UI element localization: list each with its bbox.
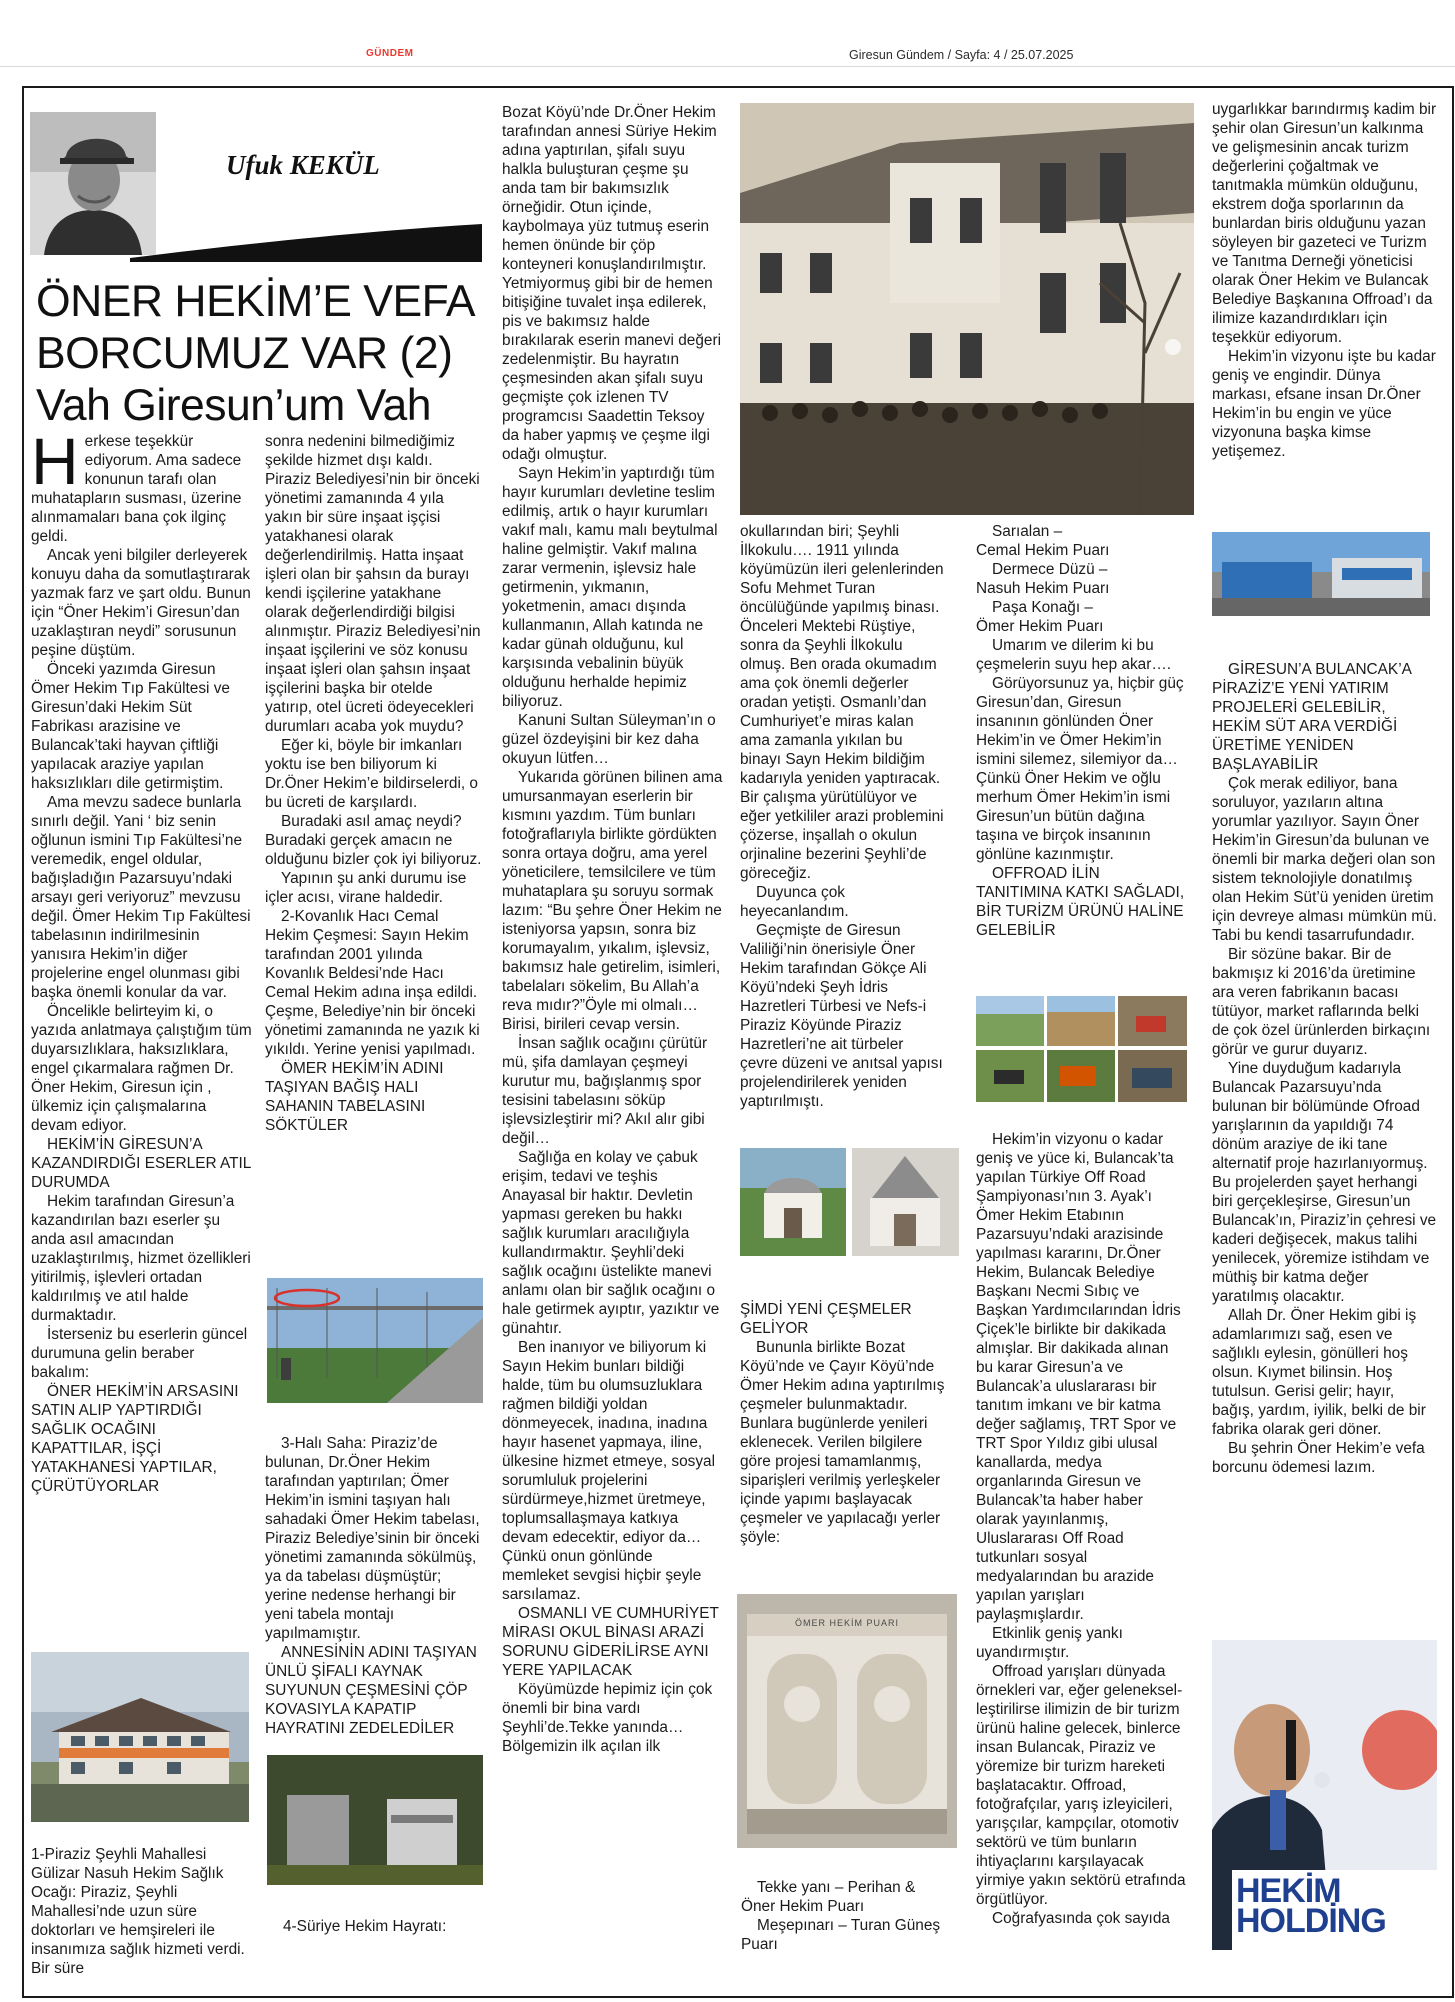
paragraph: Bu şehrin Öner Hekim’e vefa borcunu ödemesi lazım. [1212,1440,1425,1476]
newspaper-logo: GÜNDEM [366,48,414,59]
page-info: Giresun Gündem / Sayfa: 4 / 25.07.2025 [849,48,1074,62]
drop-cap: H [31,424,79,498]
headline-line-3: Vah Giresun’um Vah [36,381,431,430]
paragraph: Etkinlik geniş yankı uyandırmıştır. [976,1625,1123,1661]
paragraph: okullarından biri; Şeyhli İlkokulu…. 1911 yılında köyümüzün ileri gelenlerinden Sofu Mehmet Turan öncülüğünde yapılmış binası. Önceleri Mektebi Rüştiye, sonra da Şeyhli İlkokulu olmuş. Ben orada okumadım ama çok önemli değerler oradan yetişti. Osmanlı’dan Cumhuriyet’e miras kalan ama zamanla yıkılan bu binayı Sayn Hekim bildiğim kadarıyla yeniden yaptıracak. Bir çalışma yürütülüyor ve eğer yetkililer arazi problemini çözerse, inşallah o okulun orjinaline bezerini Şeyhli’de göreceğiz. [740,523,944,882]
paragraph: İnsan sağlık ocağını çürütür mü, şifa damlayan çeşmeyi kurutur mu, bağışlanmış spor tesisini tabelasını söküp işlevsizleştirir mi? Akıl alır gibi değil… [502,1035,708,1147]
fountain-list-item: Ömer Hekim Puarı [976,618,1104,635]
fountain-photo [737,1594,957,1848]
paragraph: Duyunca çok heyecanlandım. [740,884,849,920]
paragraph: Ancak yeni bilgiler derleyerek konuyu daha da somutlaştırarak yazmak farz ve şart oldu. Bunun için “Öner Hekim’i Giresun’dan uzaklaştıran neydi” sorusunun peşine düştüm. [31,547,251,659]
paragraph: sonra nedenini bilmediğimiz şekilde hizmet dışı kaldı. Piraziz Belediyesi’nin bir önceki yönetimi zamanında 4 yıla yakın bir süre inşaat işçisi yatakhanesi olarak değerlendirilmiş. Hatta inşaat işleri olan bir şahsın da burayı kendi işçilerine yatakhane olarak değerlendirdiği bilgisi alınmıştır. Piraziz Belediyesi’nin inşaat işçilerini ve söz konusu inşaat işleri olan şahsın inşaat işçilerini başka bir otelde yatırıp, otel ücreti ödeyecekleri durumları acaba yok muydu? [265,433,481,735]
health-center-photo [31,1652,249,1822]
paragraph: Hekim’in vizyonu o kadar geniş ve yüce ki, Bulancak’ta yapılan Türkiye Off Road Şampiyonası’nın 3. Ayak’ı Ömer Hekim Etabının Pazarsuyu’ndaki arazisinde yapılması kararını, Dr.Öner Hekim, Bulancak Belediye Başkanı Necmi Sıbıç ve Başkan Yardımcılarından İdris Çiçek’le birlikte bir dakikada almışlar. Bir dakikada alınan bu karar Giresun’a ve Bulancak’a uluslararası bir tanıtım imkanı ve bir katma değer sağlamış, TRT Spor ve TRT Spor Yıldız gibi ulusal kanallarda, medya organlarında Giresun ve Bulancak’ta haber haber olarak yayınlanmış, Uluslararası Off Road tutkunları sosyal medyalarından bu arazide yapılan yarışları paylaşmışlardır. [976,1131,1181,1623]
paragraph: Allah Dr. Öner Hekim gibi iş adamlarımızı sağ, esen ve sağlıklı eylesin, gönülleri hoş olsun. Kıymet bilinsin. Hoş tutulsun. Gerisi gelir; hayır, bağış, yardım, iyilik, belki de bir fabrika olarak geri döner. [1212,1307,1426,1438]
paragraph: Yine duyduğum kadarıyla Bulancak Pazarsuyu’nda bulunan bir bölümünde Ofroad yarışlarının da yapıldığı 74 dönüm araziye de iki tane alternatif proje hazırlanıyormuş. Bu projelerden şayet herhangi biri gerçekleşirse, Giresun’un Bulancak’ın, Piraziz’in çehresi ve kaderi değişecek, makus talihi yenilecek, yöremize istihdam ve müthiş bir katma değer yaratılmış olacaktır. [1212,1060,1437,1305]
paragraph: Eğer ki, böyle bir imkanları yoktu ise ben biliyorum ki Dr.Öner Hekim’e bildirselerdi, o bu ücreti de karşılardı. [265,737,478,811]
column-4-captions [741,1878,946,1954]
column-3 [502,103,723,1756]
section-heading: OFFROAD İLİN TANITIMINA KATKI SAĞLADI, BİR TURİZM ÜRÜNÜ HALİNE GELEBİLİR [976,865,1185,939]
paragraph: İsterseniz bu eserlerin güncel durumuna gelin beraber bakalım: [31,1326,248,1381]
hekim-holding-logo: HEKİM HOLDİNG [1236,1872,1386,1940]
paragraph: Bununla birlikte Bozat Köyü’nde ve Çayır Köyü’nde Ömer Hekim adına yaptırılmış çeşmeler bulunmaktadır. Bunlara bugünlerde yenileri eklenecek. Verilen bilgilere göre projesi tamamlanmış, siparişleri verilmiş yerleşkeler içinde yapımı başlayacak çeşmeler ve yapılacağı yerler şöyle: [740,1339,945,1546]
fountain-list-item: Sarıalan – [992,523,1063,540]
paragraph: Coğrafyasında çok sayıda [992,1910,1170,1927]
fountain-inscription: ÖMER HEKİM PUARI [794,1618,899,1628]
paragraph: Hekim’in vizyonu işte bu kadar geniş ve engindir. Dünya markası, efsane insan Dr.Öner Hekim’in bu engin ve yüce vizyonuna başka kimse yetişemez. [1212,348,1436,460]
fountain-list-item: Dermece Düzü – [992,561,1108,578]
section-heading: OSMANLI VE CUMHURİYET MİRASI OKUL BİNASI ARAZİ SORUNU GİDERİLİRSE AYNI YERE YAPILACAK [502,1605,719,1679]
paragraph: Önceki yazımda Giresun Ömer Hekim Tıp Fakültesi ve Giresun’daki Hekim Süt Fabrikası arazisine ve Bulancak’taki hayvan çiftliği yapılacak araziye yapılan haksızlıkları dile getirmiştim. [31,661,230,792]
paragraph: 2-Kovanlık Hacı Cemal Hekim Çeşmesi: Sayın Hekim tarafından 2001 yılında Kovanlık Beldesi’nde Hacı Cemal Hekim adına inşa edildi. Çeşme, Belediye’nin bir önceki yönetimi zamanında ne yazık ki yıkıldı. Yerine yenisi yapılmadı. [265,908,480,1058]
column-1 [31,424,252,1496]
column-2-lower [265,1434,483,1738]
section-heading: HEKİM’İN GİRESUN’A KAZANDIRDIĞI ESERLER ATIL DURUMDA [31,1136,251,1191]
paragraph: Offroad yarışları dünyada örnekleri var, eğer gelenekselleştirilirse ilimizin de bir turizm ürünü haline gelecek, binlerce insan Bulancak, Piraziz ve yöremize bir turizm hareketi başlatacaktır. Offroad, fotoğrafçılar, yarış izleyicileri, yarışçılar, kampçılar, otomotiv sektörü ve tüm bunların ihtiyaçlarını karşılayacak yirmiye yakın sektörü etrafında örgütlüyor. [976,1663,1186,1908]
headline-line-1: ÖNER HEKİM’E VEFA [36,277,476,326]
column-4-lower [740,1300,945,1547]
paragraph: Sağlığa en kolay ve çabuk erişim, tedavi ve teşhis Anayasal bir haktır. Devletin yapması gereken bu hakkı sağlık kurumları aracılığıyla kullandırmaktır. Şeyhli’deki sağlık ocağını üstelikte manevi anlamı olan bir sağlık ocağını o hale getirmek ayıptır, yazıktır ve günahtır. [502,1149,720,1337]
section-heading: ANNESİNİN ADINI TAŞIYAN ÜNLÜ ŞİFALI KAYNAK SUYUNUN ÇEŞMESİNİ ÇÖP KOVASIYLA KAPATIP HAYRATINI ZEDELEDİLER [265,1644,477,1737]
photo-caption: Tekke yanı – Perihan & Öner Hekim Puarı [741,1879,916,1915]
tomb-photo-right [852,1148,959,1256]
page-header [0,0,1455,74]
photo-caption: Meşepınarı – Turan Güneş Puarı [741,1917,941,1953]
section-heading: ÖNER HEKİM’İN ARSASINI SATIN ALIP YAPTIRDIĞI SAĞLIK OCAĞINI KAPATTILAR, İŞÇİ YATAKHANESİ YAPTILAR, ÇÜRÜTÜYORLAR [31,1383,239,1495]
column-6-lower [1212,660,1437,1477]
column-2 [265,432,483,1135]
paragraph: Bir sözüne bakar. Bir de bakmışız ki 2016’da üretimine ara veren fabrikanın bacası tütüyor, market raflarında belki de çok özel ürünlerden birkaçını görür ve gurur duyarız. [1212,946,1431,1058]
author-name: Ufuk KEKÜL [226,150,380,180]
paragraph: uygarlıkkar barındırmış kadim bir şehir olan Giresun’un kalkınma ve gelişmesinin ancak turizm değerlerini çoğaltmak ve tanıtmakla mümkün olduğunu, ekstrem doğa sporlarının da bunlardan biris olduğunu yazan söyleyen bir gazeteci ve Turizm ve Tanıtma Derneği yöneticisi olarak Öner Hekim ve Bulancak Belediye Başkanına Offroad’ı da ilimize kazandırdıkları için teşekkür ediyorum. [1212,101,1437,346]
headline [36,276,476,432]
photo-caption: 4-Süriye Hekim Hayratı: [283,1918,447,1935]
paragraph: 3-Halı Saha: Piraziz’de bulunan, Dr.Öner Hekim tarafından yaptırılan; Ömer Hekim’in ismini taşıyan halı sahadaki Ömer Hekim tabelası, Piraziz Belediye’sinin bir önceki yönetimi zamanında sökülmüş, ya da tabelası düşmüştür; yerine nedense herhangi bir yeni tabela montajı yapılmamıştır. [265,1435,480,1642]
paragraph: Geçmişte de Giresun Valiliği’nin önerisiyle Öner Hekim tarafından Gökçe Ali Köyü’ndeki Şeyh İdris Hazretleri Türbesi ve Nefs-i Piraziz Köyünde Piraziz Hazretleri’ne ait türbeler çevre düzeni ve anıtsal yapısı projelendirilerek yeniden yaptırılmıştı. [740,922,943,1110]
paragraph: Görüyorsunuz ya, hiçbir güç Giresun’dan, Giresun insanının gönlünden Öner Hekim’in ve Ömer Hekim’in ismini silemez, silemiyor da… Çünkü Öner Hekim ve oğlu merhum Ömer Hekim’in ismi Giresun’un bütün dağına taşına ve birçok insanının gönlüne kazınmıştır. [976,675,1184,863]
paragraph: Ben inanıyor ve biliyorum ki Sayın Hekim bunları bildiği halde, tüm bu olumsuzluklara rağmen bildiği yoldan dönmeyecek, inadına, inadına hayır hasenet yapmaya, iline, ülkesine hizmet etmeye, sosyal sorumluluk projelerini sürdürmeye,hizmet üretmeye, toplumsallaşmaya katkıya devam edecektir, ediyor da…Çünkü onun gönlünde memleket sevgisi hiçbir şeyle sarsılamaz. [502,1339,715,1603]
football-field-photo [267,1278,483,1403]
offroad-collage-photo [976,996,1187,1102]
paragraph: Köyümüzde hepimiz için çok önemli bir bina vardı Şeyhli’de.Tekke yanında… Bölgemizin ilk açılan ilk [502,1681,713,1755]
column-5-lower [976,1130,1187,1928]
paragraph: Umarım ve dilerim ki bu çeşmelerin suyu hep akar…. [976,637,1172,673]
paragraph: Çok merak ediliyor, bana soruluyor, yazıların altına yorumlar yazılıyor. Sayın Öner Hekim’in Giresun’da bulunan ve önemli bir marka değeri olan son sistem teknolojiyle donatılmış olan Hekim Süt’ü yeniden üretim için devreye alması mümkün mü. Tabi bu kendi tasarrufundadır. [1212,775,1437,944]
headline-line-2: BORCUMUZ VAR (2) [36,329,453,378]
fountain-list-item: Paşa Konağı – [992,599,1093,616]
paragraph: Yukarıda görünen bilinen ama umursanmayan eserlerin bir kısmını yazdım. Tüm bunları fotoğraflarıyla birlikte gördükten sonra ortaya doğru, ama yerel yöneticilere, temsilcilere ve tüm muhataplara şu soruyu sormak lazım: “Bu şehre Öner Hekim ne isteniyorsa yapsın, sonra biz korumayalım, yıkalım, işlevsiz, bakımsız hale getirelim, isimleri, tabelaları sökelim, Bu Allah’a reva mıdır?”Öyle mi olmalı…Birisi, birileri cevap versin. [502,769,723,1033]
section-heading: ÖMER HEKİM’İN ADINI TAŞIYAN BAĞIŞ HALI SAHANIN TABELASINI SÖKTÜLER [265,1060,444,1134]
businessman-photo [1212,1640,1437,1950]
header-rule [0,66,1455,67]
photo-caption: 1-Piraziz Şeyhli Mahallesi Gülizar Nasuh Hekim Sağlık Ocağı: Piraziz, Şeyhli Mahallesi’nde uzun süre doktorları ve hemşireleri ile insanımıza sağlık hizmeti verdi. Bir süre [31,1846,245,1977]
paragraph: erkese teşekkür ediyorum. Ama sadece konunun tarafı olan muhatapların susması, üzerine alınmamaları bana çok ilginç geldi. [31,433,242,545]
author-photo [30,112,156,255]
fountain-trash-photo [267,1755,483,1885]
fountain-list-item: Nasuh Hekim Puarı [976,580,1110,597]
paragraph: Bozat Köyü’nde Dr.Öner Hekim tarafından annesi Süriye Hekim adına yaptırılan, şifalı suyu halkla buluşturan çeşme şu anda tam bir bakımsızlık örneğidir. Otun içinde, kaybolmaya yüz tutmuş eserin hemen önünde bir çöp konteyneri konuşlandırılmıştır. Yetmiyormuş gibi bir de hemen bitişiğine tuvalet inşa edilerek, pis ve bakımsız halde bırakılarak eserin manevi değeri zedelenmiştir. Bu hayratın çeşmesinden akan şifalı suyu geçmişte çok izlenen TV programcısı Saadettin Teksoy da haber yapmış ve çeşme ilgi odağı olmuştur. [502,104,721,463]
factory-photo [1212,532,1430,616]
fountain-list-item: Cemal Hekim Puarı [976,542,1110,559]
section-heading: GİRESUN’A BULANCAK’A PİRAZİZ’E YENİ YATIRIM PROJELERİ GELEBİLİR, HEKİM SÜT ARA VERDİĞİ ÜRETİME YENİDEN BAŞLAYABİLİR [1212,661,1412,773]
author-header [30,112,482,266]
paragraph: Buradaki asıl amaç neydi? Buradaki gerçek amacın ne olduğunu bizler çok iyi biliyoruz. [265,813,482,868]
section-heading: ŞİMDİ YENİ ÇEŞMELER GELİYOR [740,1301,912,1337]
paragraph: Ama mevzu sadece bunlarla sınırlı değil. Yani ‘ biz senin oğlunun ismini Tıp Fakültesi’ne veremedik, engel oldular, bağışladığın Pazarsuyu’ndaki arsayı geri veriyoruz” mevzusu değil. Ömer Hekim Tıp Fakültesi tabelasının indirilmesinin yanısıra Hekim’in diğer projelerine engel olunması gibi başka önemli konular da var. [31,794,251,1001]
paragraph: Sayn Hekim’in yaptırdığı tüm hayır kurumları devletine teslim edilmiş, artık o hayır kurumları vakıf malı, kamu malı beytulmal haline gelmiştir. Vakıf malına zarar vermenin, işlevsiz hale getirmenin, yıkmanın, yoketmenin, amacı dışında kullanmanın, Allah katında ne kadar günah olduğunu, kul karşısında vebalinin büyük olduğunu herhalde hepimiz biliyoruz. [502,465,718,710]
column-4 [740,522,945,1111]
paragraph: Kanuni Sultan Süleyman’ın o güzel özdeyişini bir kez daha okuyun lütfen… [502,712,716,767]
column-6 [1212,100,1437,461]
paragraph: Hekim tarafından Giresun’a kazandırılan bazı eserler şu anda asıl amacından uzaklaştırılmış, hizmet özellikleri yitirilmiş, işlevleri ortadan kaldırılmış ve atıl halde durmaktadır. [31,1193,251,1324]
tomb-photo-left [740,1148,846,1256]
historic-school-photo [740,103,1194,515]
paragraph: Yapının şu anki durumu ise içler acısı, virane haldedir. [265,870,467,906]
paragraph: Öncelikle belirteyim ki, o yazıda anlatmaya çalıştığım tüm duyarsızlıklara, haksızlıklara, engel çıkarmalara rağmen Dr. Öner Hekim, Giresun için , ülkemiz için çalışmalarına devam ediyor. [31,1003,252,1134]
column-5 [976,522,1187,940]
